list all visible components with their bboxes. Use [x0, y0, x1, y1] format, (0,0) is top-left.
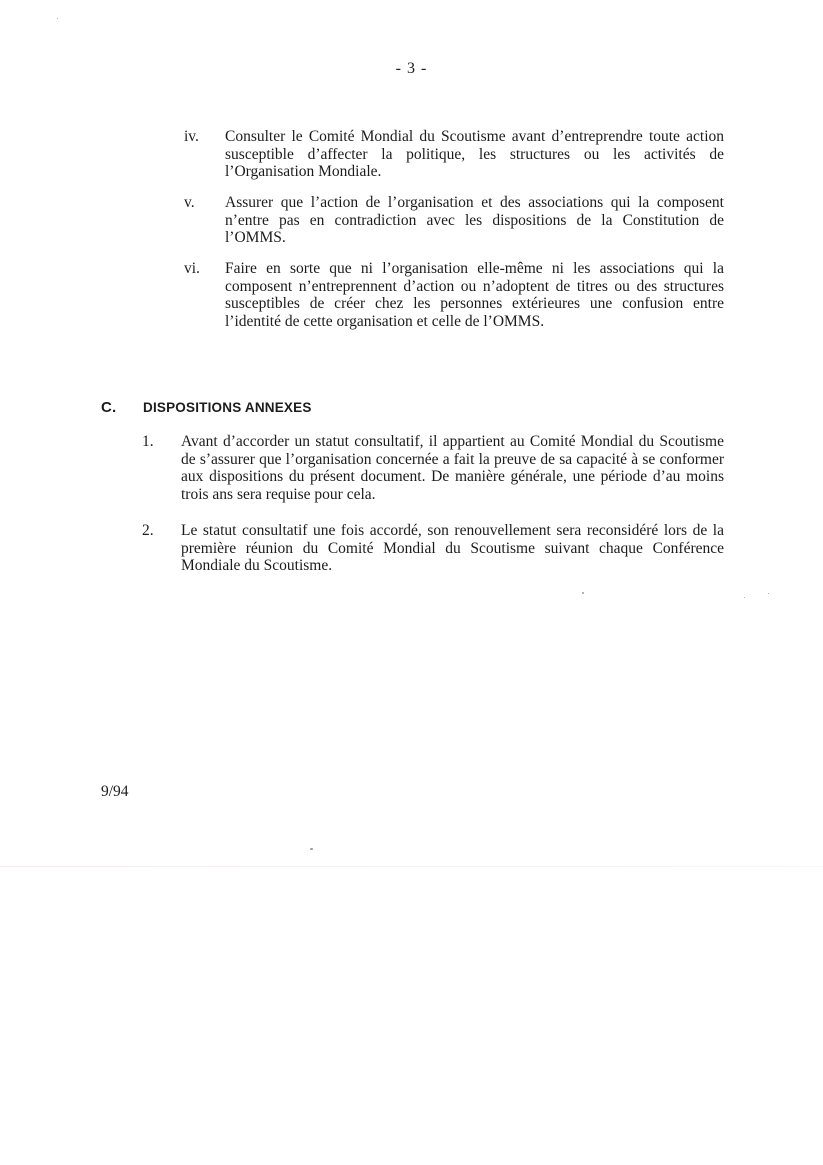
scan-speck	[768, 593, 769, 594]
scan-artifact-line	[0, 866, 823, 867]
list-item-text: Assurer que l’action de l’organisation et des associations qui la composent n’entre pas en contradiction avec les dispositions de la Constitution de l’OMMS.	[225, 194, 724, 246]
list-item-text: Avant d’accorder un statut consultatif, il appartient au Comité Mondial du Scoutisme de s’assurer que l’organisation concernée a fait la preuve de sa capacité à se conformer aux dispositions du présent document. De manière générale, une période d’au moins trois ans sera requise pour cela.	[181, 433, 724, 503]
page-number: - 3 -	[395, 60, 428, 77]
list-marker: 1.	[142, 433, 154, 450]
list-item-text: Consulter le Comité Mondial du Scoutisme avant d’entreprendre toute action susceptible d’affecter la politique, les structures ou les activités de l’Organisation Mondiale.	[225, 128, 724, 180]
list-marker: 2.	[142, 522, 154, 539]
section-letter: C.	[101, 399, 117, 416]
list-item-text: Le statut consultatif une fois accordé, son renouvellement sera reconsidéré lors de la première réunion du Comité Mondial du Scoutisme suivant chaque Conférence Mondiale du Scoutisme.	[181, 522, 724, 574]
list-marker: iv.	[184, 128, 199, 145]
section-heading-c	[101, 399, 312, 416]
scan-speck	[582, 592, 584, 594]
scan-speck	[57, 18, 58, 19]
section-title: DISPOSITIONS ANNEXES	[143, 400, 312, 415]
list-marker: v.	[184, 194, 195, 211]
list-marker: vi.	[184, 260, 200, 277]
footer-date: 9/94	[101, 783, 129, 800]
scan-speck	[744, 597, 745, 598]
list-item-text: Faire en sorte que ni l’organisation elle-même ni les associations qui la composent n’entreprennent d’action ou n’adoptent de titres ou des structures susceptibles de créer chez les personnes extérieures une confusion entre l’identité de cette organisation et celle de l’OMMS.	[225, 260, 724, 330]
scan-speck	[310, 848, 313, 850]
